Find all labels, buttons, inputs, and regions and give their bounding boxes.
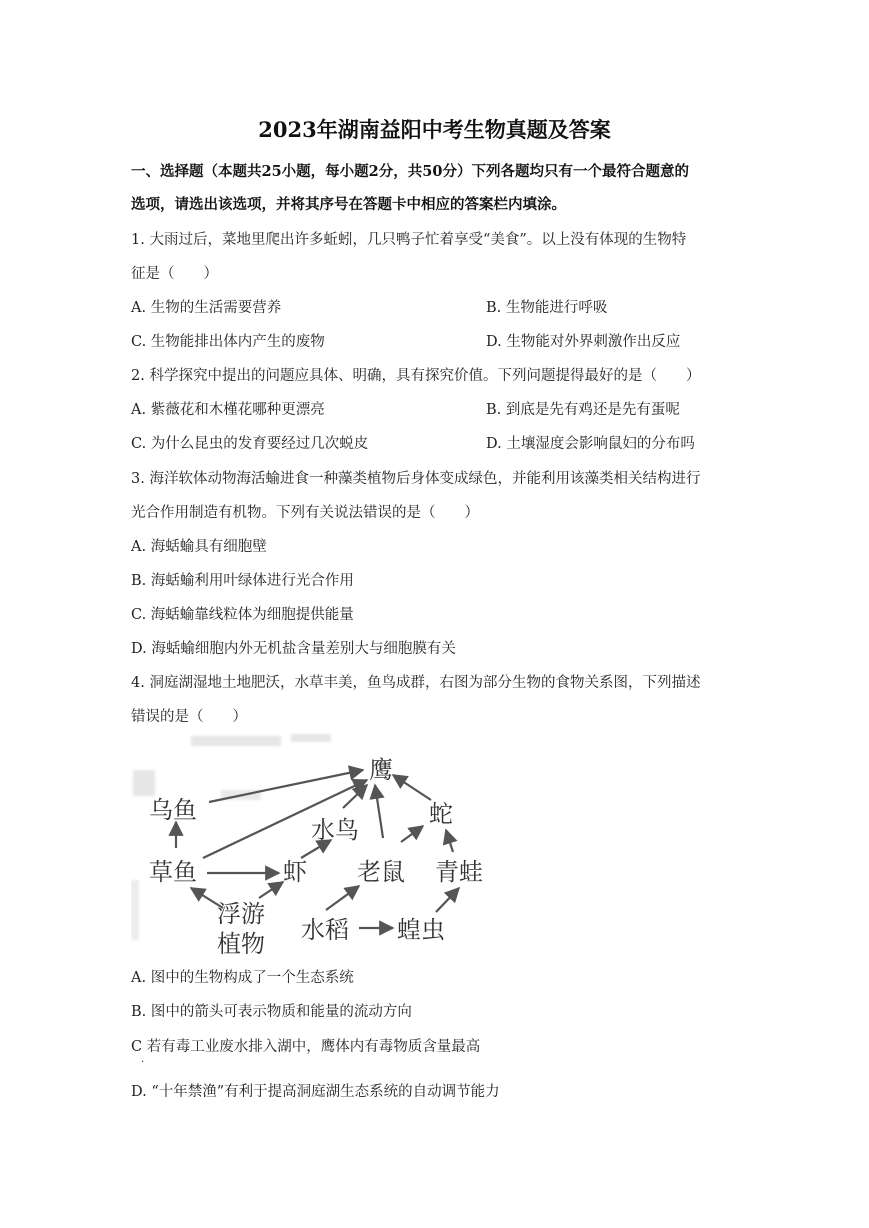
q4-option-d: D. “十年禁渔”有利于提高洞庭湖生态系统的自动调节能力 bbox=[131, 1084, 500, 1100]
arrow-mouse-eagle bbox=[375, 785, 383, 838]
section-instruction-line1: 一、选择题（本题共25小题，每小题2分，共50分）下列各题均只有一个最符合题意的 bbox=[131, 163, 689, 180]
node-shrimp: 虾 bbox=[283, 858, 307, 886]
q2-option-c: C. 为什么昆虫的发育要经过几次蜕皮 bbox=[131, 436, 369, 452]
arrow-snake-eagle bbox=[393, 775, 431, 800]
food-web-labels bbox=[149, 756, 483, 958]
node-frog: 青蛙 bbox=[435, 858, 483, 886]
q2-option-b: B. 到底是先有鸡还是先有蛋呢 bbox=[486, 402, 680, 418]
node-plankton-line2: 植物 bbox=[217, 930, 265, 958]
node-snake: 蛇 bbox=[429, 800, 453, 828]
node-eagle: 鹰 bbox=[369, 756, 393, 784]
q2-option-d: D. 土壤湿度会影响鼠妇的分布吗 bbox=[486, 436, 695, 452]
section-instruction-line2: 选项，请选出该选项，并将其序号在答题卡中相应的答案栏内填涂。 bbox=[131, 196, 566, 213]
q2-option-a: A. 紫薇花和木槿花哪种更漂亮 bbox=[131, 402, 325, 418]
q4-option-a: A. 图中的生物构成了一个生态系统 bbox=[131, 970, 354, 986]
q3-option-b: B. 海蛞蝓利用叶绿体进行光合作用 bbox=[131, 573, 354, 589]
q3-stem-line1: 3. 海洋软体动物海活蝓进食一种藻类植物后身体变成绿色，并能利用该藻类相关结构进行 bbox=[131, 471, 701, 487]
food-web-diagram bbox=[131, 730, 491, 960]
arrow-rice-mouse bbox=[326, 886, 359, 910]
node-mouse: 老鼠 bbox=[357, 858, 405, 886]
q3-stem-line2: 光合作用制造有机物。下列有关说法错误的是（ ） bbox=[131, 505, 479, 521]
q1-stem-line2: 征是（ ） bbox=[131, 266, 218, 282]
node-grasscarp: 草鱼 bbox=[149, 858, 197, 886]
page-title: 2023年湖南益阳中考生物真题及答案 bbox=[258, 117, 611, 142]
arrow-waterbird-eagle bbox=[343, 785, 367, 808]
q1-option-a: A. 生物的生活需要营养 bbox=[131, 300, 282, 316]
arrow-blackfish-eagle bbox=[209, 770, 363, 802]
node-plankton-line1: 浮游 bbox=[217, 900, 265, 928]
node-blackfish: 乌鱼 bbox=[149, 796, 197, 824]
arrow-frog-snake bbox=[446, 830, 453, 852]
arrow-mouse-snake bbox=[401, 826, 423, 842]
q3-option-c: C. 海蛞蝓靠线粒体为细胞提供能量 bbox=[131, 607, 354, 623]
q1-option-c: C. 生物能排出体内产生的废物 bbox=[131, 334, 325, 350]
q4-option-c-dot: . bbox=[141, 1054, 145, 1065]
q4-option-c: C 若有毒工业废水排入湖中，鹰体内有毒物质含量最高 bbox=[131, 1039, 481, 1055]
q2-stem-line1: 2. 科学探究中提出的问题应具体、明确，具有探究价值。下列问题提得最好的是（ ） bbox=[131, 368, 701, 384]
q1-option-b: B. 生物能进行呼吸 bbox=[486, 300, 608, 316]
q4-stem-line2: 错误的是（ ） bbox=[131, 709, 247, 725]
q4-option-b: B. 图中的箭头可表示物质和能量的流动方向 bbox=[131, 1004, 412, 1020]
arrow-locust-frog bbox=[436, 888, 459, 912]
node-locust: 蝗虫 bbox=[397, 916, 445, 944]
arrow-plankton-shrimp bbox=[259, 882, 283, 898]
q3-option-a: A. 海蛞蝓具有细胞壁 bbox=[131, 539, 267, 555]
q1-option-d: D. 生物能对外界刺激作出反应 bbox=[486, 334, 681, 350]
node-waterbird: 水鸟 bbox=[311, 816, 359, 844]
q3-option-d: D. 海蛞蝓细胞内外无机盐含量差别大与细胞膜有关 bbox=[131, 641, 456, 657]
node-rice: 水稻 bbox=[301, 916, 349, 944]
q4-stem-line1: 4. 洞庭湖湿地土地肥沃，水草丰美，鱼鸟成群，右图为部分生物的食物关系图，下列描述 bbox=[131, 675, 701, 691]
q1-stem-line1: 1. 大雨过后，菜地里爬出许多蚯蚓，几只鸭子忙着享受“美食”。以上没有体现的生物特 bbox=[131, 232, 687, 248]
